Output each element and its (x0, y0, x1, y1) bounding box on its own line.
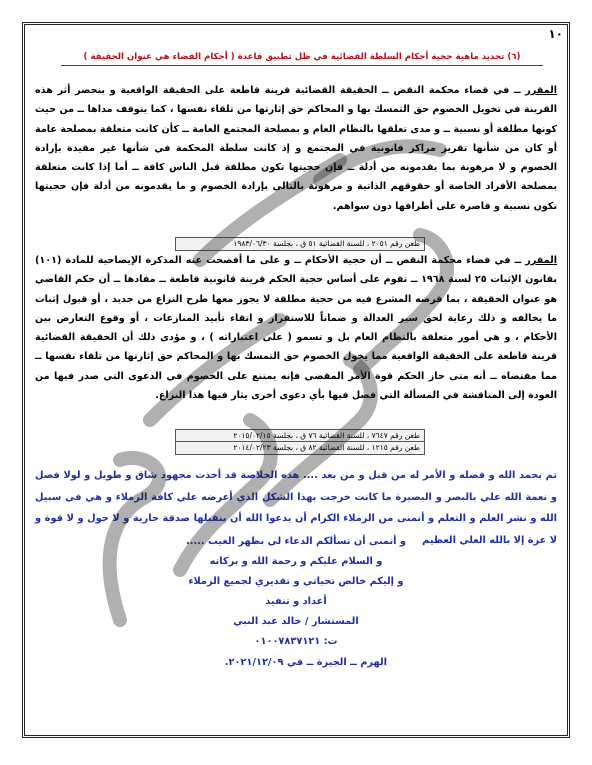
section-heading: (٦) تحديد ماهية حجية أحكام السلطة القضائية في ظل تطبيق قاعدة ( أحكام القضاء هي عنوان الحقيقة ) (61, 49, 543, 66)
page-frame (22, 22, 570, 738)
page-number: ١٠ (548, 27, 563, 41)
sign-line-4: أعداد و تنفيذ (265, 596, 327, 607)
ruling-citation-3: طعن رقم ١٢١٥ ، للسنة القضائية ٨٢ ق ، بجلسة ٢٠١٤/٠٢/٢٣ (175, 441, 425, 455)
phone-line: ت: ٠١٠٠٧٨٣٧١٢١ (254, 636, 338, 647)
paragraph-1 (35, 81, 557, 216)
paragraph-1-lead: المقرر (525, 85, 557, 96)
date-line: الهرم ــ الجيزة ــ في ٢٠٢١/١٢/٠٩. (224, 657, 387, 668)
ruling-citation-1: طعن رقم ٢٠٥١ ، للسنة القضائية ٥١ ق ، بجلسة ١٩٨٣/٠٦/٣٠ (175, 237, 425, 251)
author-line: المستشار / خالد عبد النبي (233, 616, 359, 627)
paragraph-2-text: ــ في قضاء محكمة النقض ــ أن حجية الأحكام ــ و على ما أفصحت عنه المذكرة الإيضاحية للمادة (١٠١) بقانون الإثبات ٢٥ لسنة ١٩٦٨ ــ تقوم على أساس حجية الحكم قرينة قانونية قاطعة ــ مفادها ــ أن حكم القاضي هو عنوان الحقيقة ، بما فرضه المشرع فيه من حجية مطلقة لا يجوز معها طرح النزاع من جديد ، أو قبول إثبات ما يخالفه و ذلك رعاية لحق سير العدالة و ضماناً للاستقرار و اتقاء تأبيد المنازعات ، أو وقوع التعارض بين الأحكام ، و هي أمور متعلقة بالنظام العام بل و تسمو ( على اعتباراته ) ، و مؤدى ذلك أن الحقيقة القضائية قرينة قاطعة على الحقيقة الواقعية مما يخول الخصوم حق التمسك بها و المحاكم حق إثارتها من تلقاء نفسها ــ مما مقتضاه ــ أنه متى حاز الحكم قوة الأمر المقضي فإنه يمتنع على الخصوم في الدعوى التي صدر فيها من العودة إلى المناقشة في المسألة التي فصل فيها بأي دعوى أخرى يثار فيها هذا النزاع. (35, 255, 557, 402)
sign-line-2: و السلام عليكم و رحمة الله و بركاته (209, 556, 383, 567)
paragraph-1-text: ــ في قضاء محكمة النقض ــ الحقيقة القضائية قرينة قاطعة على الحقيقة الواقعية و ينحصر أثر هذه القرينة في تخويل الخصوم حق التمسك بها و المحاكم حق إثارتها من تلقاء نفسها ، كما يتوقف مداها ــ من حيث كونها مطلقة أو نسبية ــ و مدى تعلقها بالنظام العام و بمصلحة المجتمع العامة ــ كأن كانت متعلقة بمصلحة عامة أو كان من شأنها تقرير مراكز قانونية في المجتمع و إذ كانت سلطة المحكمة في شأنها غير مقيدة بإرادة الخصوم و لا مرهونة بما يقدمونه من أدلة ــ فإن حجيتها تكون مطلقة قبل الناس كافة ــ أما إذا كانت متعلقة بمصلحة الأفراد الخاصة أو حقوقهم الذاتية و مرهونة بالتالي بإرادة الخصوم و ما يقدمونه من أدلة فإن حجيتها تكون نسبية و قاصرة على أطرافها دون سواهم. (35, 85, 557, 212)
paragraph-2 (35, 251, 557, 405)
paragraph-2-lead: المقرر (525, 255, 557, 266)
ruling-citation-2: طعن رقم ٧٦٤٧ ، للسنة القضائية ٧٦ ق ، بجلسة ٢٠١٥/٠٢/١٥ (175, 429, 425, 443)
sign-line-3: و إليكم خالص تحياتي و تقديري لجميع الزملاء (188, 576, 404, 587)
closing-paragraph: تم بحمد الله و فضله و الأمر له من قبل و من بعد .... هذه الخلاصة قد أخذت مجهود شاق و طويل و لولا فضل و نعمة الله علي بالبصر و البصيرة ما كانت خرجت بهذا الشكل الذي أعرضه علي كافة الزملاء و هي في سبيل الله و نشر العلم و التعلم و أتمنى من الزملاء الكرام أن يدعوا الله أن يتقبلها صدقة جارية و لا حول و لا قوة و لا عزة إلا بالله العلي العظيم (35, 470, 557, 546)
sign-line-1: و أتمنى أن تسألكم الدعاء لي بظهر الغيب ..... (186, 536, 406, 547)
